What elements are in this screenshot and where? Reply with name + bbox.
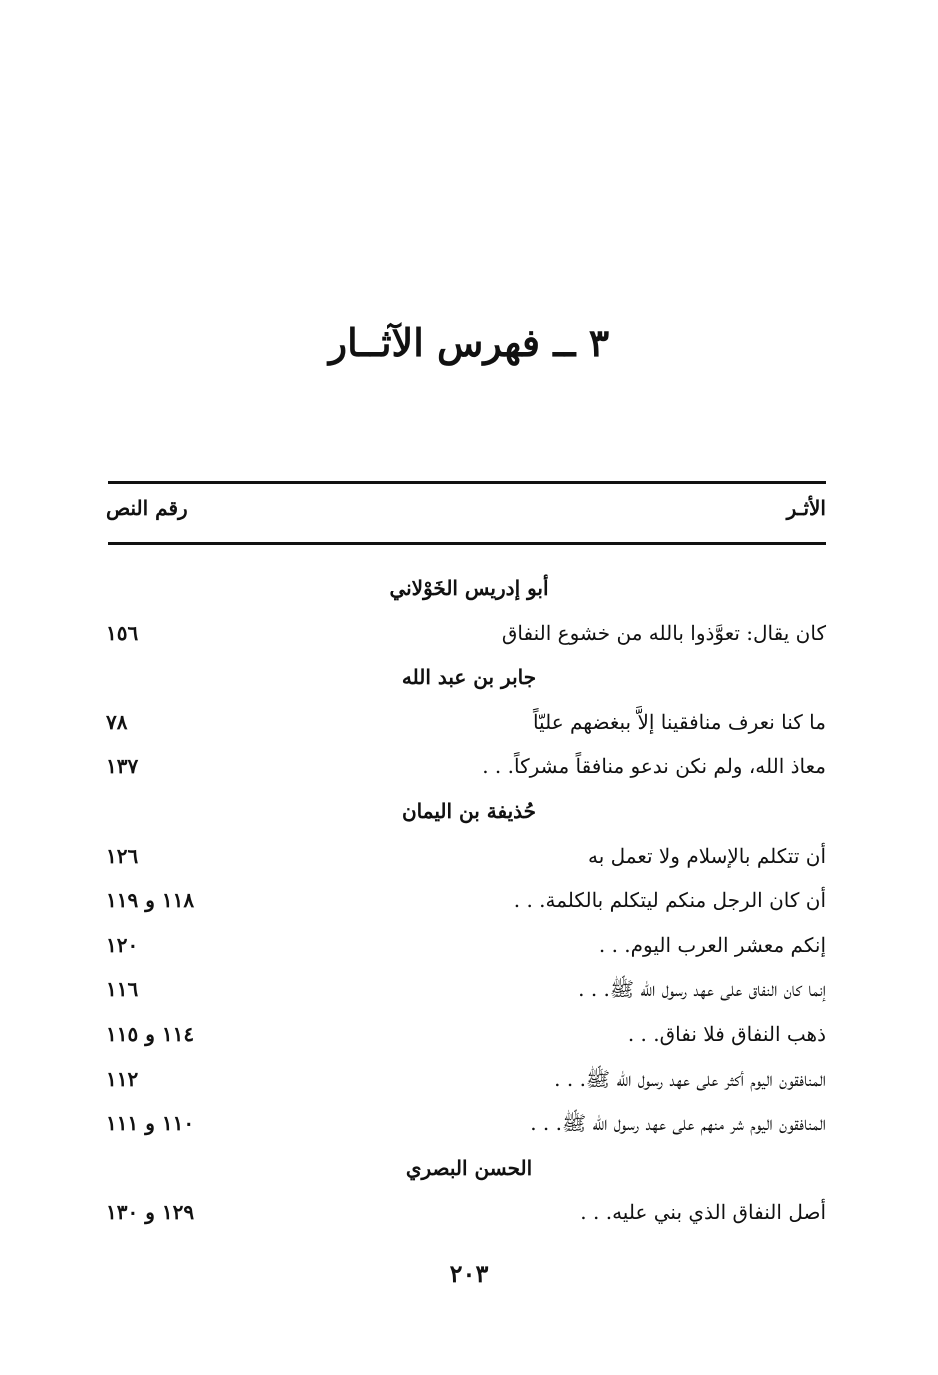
entry-number: ٧٨ — [106, 709, 128, 734]
index-entry — [0, 834, 938, 879]
narrator-heading — [0, 566, 938, 611]
entry-text: أصل النفاق الذي بني عليه. . . — [580, 1200, 826, 1225]
entry-text: أن تتكلم بالإسلام ولا تعمل به — [587, 843, 826, 868]
index-entry — [0, 700, 938, 745]
entry-text: ما كنا نعرف منافقينا إلاَّ ببغضهم عليّاً — [532, 709, 826, 734]
entry-text: إنما كان النفاق على عهد رسول الله ﷺ. . . — [578, 977, 826, 1002]
entry-text: كان يقال: تعوَّذوا بالله من خشوع النفاق — [501, 620, 826, 645]
index-entry — [0, 1101, 938, 1146]
page-number: ٢٠٣ — [449, 1259, 489, 1288]
entry-number: ١٢٠ — [106, 932, 139, 957]
narrator-name: الحسن البصري — [405, 1155, 533, 1180]
narrator-name: جابر بن عبد الله — [401, 665, 537, 690]
entry-number: ١١٢ — [106, 1066, 139, 1091]
entry-text: أن كان الرجل منكم ليتكلم بالكلمة. . . — [513, 888, 826, 913]
index-entry — [0, 1057, 938, 1102]
entry-number: ١١٤ و ١١٥ — [106, 1021, 195, 1046]
page-title: ٣ ــ فهرس الآثــار — [328, 320, 610, 365]
index-entry — [0, 967, 938, 1012]
index-entry — [0, 923, 938, 968]
entry-text: المنافقون اليوم أكثر على عهد رسول الله ﷺ. . . — [554, 1066, 826, 1091]
entry-text: المنافقون اليوم شر منهم على عهد رسول الله ﷺ. . . — [530, 1111, 826, 1136]
entry-number: ١٥٦ — [106, 620, 139, 645]
index-entry — [0, 878, 938, 923]
entry-number: ١١٠ و ١١١ — [106, 1111, 195, 1136]
entry-text: ذهب النفاق فلا نفاق. . . — [627, 1021, 826, 1046]
entry-number: ١٢٩ و ١٣٠ — [106, 1200, 195, 1225]
narrator-name: أبو إدريس الخَوْلاني — [389, 576, 549, 600]
index-entry — [0, 744, 938, 789]
narrator-heading — [0, 789, 938, 834]
index-entry — [0, 1190, 938, 1235]
index-entry — [0, 1012, 938, 1057]
narrator-heading — [0, 655, 938, 700]
column-header-athar: الأثـر — [786, 496, 826, 520]
index-table — [0, 566, 938, 1235]
entry-number: ١٣٧ — [106, 754, 139, 779]
entry-number: ١٢٦ — [106, 843, 139, 868]
table-header-rule — [108, 542, 826, 545]
entry-text: إنكم معشر العرب اليوم. . . — [598, 932, 826, 957]
entry-number: ١١٨ و ١١٩ — [106, 888, 195, 913]
column-header-text-number: رقم النص — [106, 496, 188, 520]
narrator-name: حُذيفة بن اليمان — [401, 798, 536, 823]
narrator-heading — [0, 1146, 938, 1191]
index-entry — [0, 611, 938, 656]
table-top-rule — [108, 481, 826, 484]
entry-number: ١١٦ — [106, 977, 139, 1002]
entry-text: معاذ الله، ولم نكن ندعو منافقاً مشركاً. . . — [482, 754, 826, 779]
